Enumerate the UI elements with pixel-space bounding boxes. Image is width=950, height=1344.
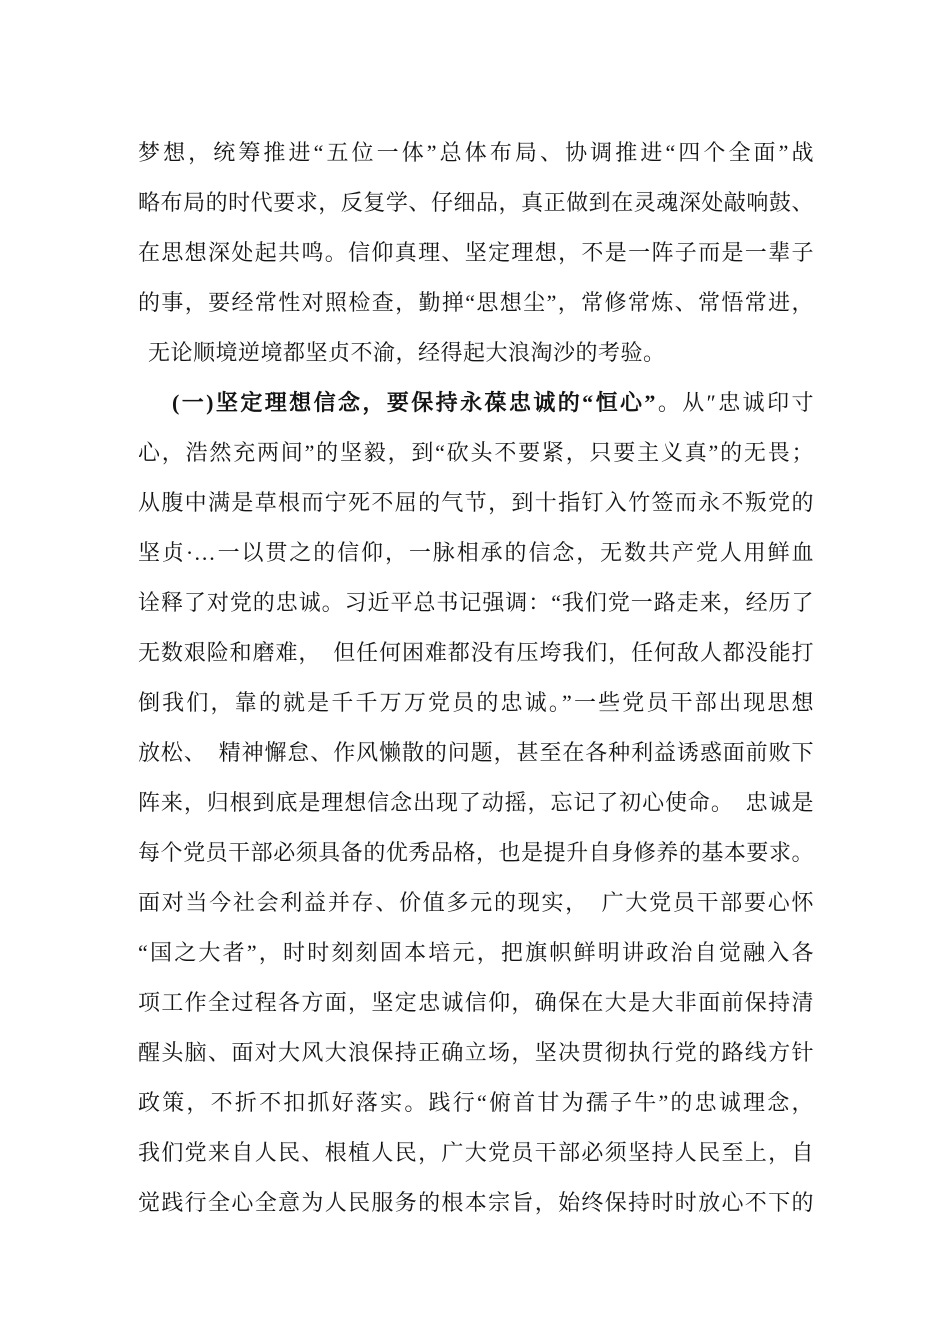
text-segment: 诠释了对党的忠诚。习近平总书记强调：“我们党一路走来，经历了 (138, 590, 814, 615)
text-segment: 心，浩然充两间”的坚毅，到“砍头不要紧，只要主义真”的无畏； (138, 440, 814, 465)
heading-text-segment: (一)坚定理想信念，要保持永葆忠诚的“恒心” (172, 390, 656, 415)
text-line (138, 728, 814, 778)
text-line (138, 828, 814, 878)
text-segment: 梦想，统筹推进“五位一体”总体布局、协调推进“四个全面”战 (138, 140, 814, 165)
text-line (138, 178, 814, 228)
text-segment: 政策，不折不扣抓好落实。践行“俯首甘为孺子牛”的忠诚理念， (138, 1090, 814, 1115)
text-line (138, 428, 814, 478)
document-text-block (138, 128, 814, 1228)
text-line (138, 1028, 814, 1078)
text-segment: 阵来，归根到底是理想信念出现了动摇，忘记了初心使命。 忠诚是 (138, 790, 814, 815)
text-segment: 无数艰险和磨难， 但任何困难都没有压垮我们，任何敌人都没能打 (138, 640, 814, 665)
text-line (138, 778, 814, 828)
text-segment: 坚贞·…一以贯之的信仰，一脉相承的信念，无数共产党人用鲜血 (138, 540, 814, 565)
text-line (138, 1128, 814, 1178)
text-segment: 从腹中满是草根而宁死不屈的气节，到十指钉入竹签而永不叛党的 (138, 490, 814, 515)
text-line (138, 978, 814, 1028)
text-line (138, 578, 814, 628)
text-line (138, 878, 814, 928)
text-segment: 每个党员干部必须具备的优秀品格，也是提升自身修养的基本要求。 (138, 840, 814, 865)
text-segment: 略布局的时代要求，反复学、仔细品，真正做到在灵魂深处敲响鼓、 (138, 190, 814, 215)
text-line (138, 378, 814, 428)
text-line (138, 678, 814, 728)
text-segment: 无论顺境逆境都坚贞不渝，经得起大浪淘沙的考验。 (148, 340, 666, 365)
text-line (138, 328, 814, 378)
text-line (138, 628, 814, 678)
text-segment: 觉践行全心全意为人民服务的根本宗旨，始终保持时时放心不下的 (138, 1190, 814, 1215)
text-segment: 倒我们，靠的就是千千万万党员的忠诚。”一些党员干部出现思想 (138, 690, 814, 715)
text-segment: 在思想深处起共鸣。信仰真理、坚定理想，不是一阵子而是一辈子 (138, 240, 814, 265)
text-segment: 。从″忠诚印寸 (655, 390, 814, 415)
text-line (138, 478, 814, 528)
text-segment: 我们党来自人民、根植人民，广大党员干部必须坚持人民至上，自 (138, 1140, 814, 1165)
text-segment: 醒头脑、面对大风大浪保持正确立场，坚决贯彻执行党的路线方针 (138, 1040, 814, 1065)
text-line (138, 1078, 814, 1128)
text-segment: “国之大者”，时时刻刻固本培元，把旗帜鲜明讲政治自觉融入各 (138, 940, 814, 965)
text-segment: 的事，要经常性对照检查，勤掸“思想尘”，常修常炼、常悟常进， (138, 290, 814, 315)
text-segment: 项工作全过程各方面，坚定忠诚信仰，确保在大是大非面前保持清 (138, 990, 814, 1015)
text-line (138, 278, 814, 328)
text-line (138, 1178, 814, 1228)
text-line (138, 228, 814, 278)
text-line (138, 928, 814, 978)
text-segment: 放松、 精神懈怠、作风懒散的问题，甚至在各种利益诱惑面前败下 (138, 740, 814, 765)
text-line (138, 128, 814, 178)
text-segment: 面对当今社会利益并存、价值多元的现实， 广大党员干部要心怀 (138, 890, 814, 915)
text-line (138, 528, 814, 578)
